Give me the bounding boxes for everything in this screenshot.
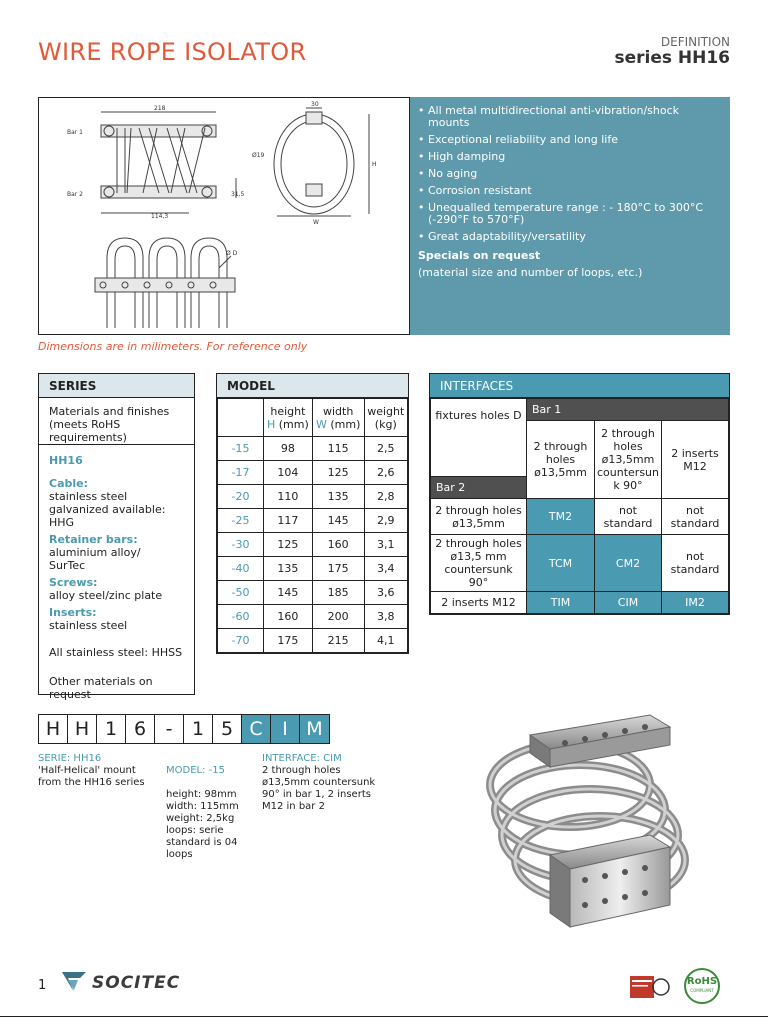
cell-weight: 4,1 [364, 629, 407, 653]
part-number-code [38, 714, 330, 744]
table-row [218, 629, 408, 653]
dim-30: 30 [311, 101, 319, 108]
code-char: I [271, 715, 300, 743]
fixtures-label: fixtures holes D [431, 399, 527, 477]
drawing-bar2-label: Bar 2 [67, 191, 83, 198]
interface-caption-title: INTERFACE: CIM [262, 753, 342, 764]
col-weight-label: weight [367, 404, 405, 418]
col-width [312, 399, 364, 437]
interface-caption-text: 2 through holes ø13,5mm countersunk 90° in bar 1, 2 inserts M12 in bar 2 [262, 765, 376, 812]
model-code: -60 [218, 605, 264, 629]
col-width-label: width [323, 404, 354, 418]
specials-text: (material size and number of loops, etc.) [418, 266, 643, 279]
code-char: 1 [184, 715, 213, 743]
screws-value: alloy steel/zinc plate [49, 589, 163, 602]
inserts-value: stainless steel [49, 619, 128, 632]
model-code: -30 [218, 533, 264, 557]
cell-height: 98 [264, 437, 313, 461]
table-row [218, 509, 408, 533]
code-cell: TCM [527, 535, 595, 592]
if-col2: 2 through holes ø13,5mm countersun k 90° [595, 421, 662, 499]
feature-item: • No aging [418, 168, 720, 180]
footer-divider [0, 1016, 768, 1017]
table-row [218, 437, 408, 461]
other-materials: Other materials on request [49, 675, 153, 701]
model-code: -15 [218, 437, 264, 461]
code-char: 5 [213, 715, 242, 743]
cell-width: 115 [312, 437, 364, 461]
series-code: HH16 [49, 454, 83, 467]
interfaces-table [430, 398, 729, 614]
rohs-sublabel: COMPLIANT [690, 988, 714, 993]
rohs-badge [683, 967, 721, 1005]
model-header: MODEL [217, 374, 408, 398]
model-code: -40 [218, 557, 264, 581]
cell-width: 185 [312, 581, 364, 605]
isolator-illustration [460, 705, 730, 945]
cable-value: stainless steel [49, 490, 128, 503]
feature-item: • All metal multidirectional anti-vibration/shock mounts [418, 105, 720, 129]
retainer-value: aluminium alloy/ [49, 546, 141, 559]
page-number: 1 [38, 978, 47, 993]
cell-weight: 2,9 [364, 509, 407, 533]
feature-item: • High damping [418, 151, 720, 163]
cell-weight: 2,6 [364, 461, 407, 485]
serie-caption [38, 753, 158, 789]
model-table-box [216, 373, 409, 654]
cell-height: 125 [264, 533, 313, 557]
cell-width: 135 [312, 485, 364, 509]
cable-label: Cable: [49, 477, 88, 490]
series-title: series HH16 [614, 48, 730, 68]
cell-weight: 3,8 [364, 605, 407, 629]
row-label: 2 through holes ø13,5 mm countersunk 90° [431, 535, 527, 592]
feature-item: • Unequalled temperature range : - 180°C to 300°C (-290°F to 570°F) [418, 202, 720, 226]
cell-height: 145 [264, 581, 313, 605]
col-width-unit: (mm) [326, 417, 361, 431]
model-caption-title: MODEL: -15 [166, 765, 225, 776]
code-char: 6 [126, 715, 155, 743]
col-width-symbol: W [315, 417, 327, 431]
col-height [264, 399, 313, 437]
dim-31-5: 31,5 [231, 191, 245, 198]
table-row [218, 581, 408, 605]
socitec-logo-icon [60, 968, 88, 998]
code-char: H [39, 715, 68, 743]
cell-weight: 3,6 [364, 581, 407, 605]
cell-height: 135 [264, 557, 313, 581]
model-caption-text: height: 98mm width: 115mm weight: 2,5kg loops: serie standard is 04 loops [166, 789, 239, 860]
interfaces-table-box [429, 373, 730, 615]
cell-weight: 3,1 [364, 533, 407, 557]
model-code: -70 [218, 629, 264, 653]
dim-d: Ø D [226, 250, 238, 257]
model-code: -17 [218, 461, 264, 485]
table-row [218, 485, 408, 509]
series-box [38, 373, 195, 701]
col-weight [364, 399, 407, 437]
cell-weight: 3,4 [364, 557, 407, 581]
product-photo [460, 705, 730, 945]
feature-item: • Corrosion resistant [418, 185, 720, 197]
certification-icon [630, 970, 670, 1002]
table-row [431, 399, 729, 421]
serie-caption-text: 'Half-Helical' mount from the HH16 series [38, 765, 145, 788]
table-row [431, 499, 729, 535]
cell-width: 200 [312, 605, 364, 629]
code-cell: IM2 [662, 592, 729, 614]
section-label: DEFINITION [660, 35, 730, 49]
col-weight-unit: (kg) [374, 417, 397, 431]
series-header: SERIES [39, 374, 194, 398]
materials-heading: Materials and finishes (meets RoHS requirements) [39, 398, 194, 445]
drawing-svg [39, 98, 409, 334]
cell-width: 125 [312, 461, 364, 485]
page-title: WIRE ROPE ISOLATOR [38, 38, 307, 66]
model-code: -20 [218, 485, 264, 509]
code-cell: TM2 [527, 499, 595, 535]
cell-width: 175 [312, 557, 364, 581]
cell-height: 160 [264, 605, 313, 629]
all-stainless: All stainless steel: HHSS [49, 646, 183, 659]
code-cell: not standard [595, 499, 662, 535]
cell-height: 117 [264, 509, 313, 533]
bar1-header: Bar 1 [527, 399, 729, 421]
col-height-label: height [270, 404, 306, 418]
table-row [431, 592, 729, 614]
code-cell: TIM [527, 592, 595, 614]
specials-title: Specials on request [418, 249, 541, 262]
cell-height: 104 [264, 461, 313, 485]
table-row [218, 557, 408, 581]
dim-h: H [372, 161, 377, 168]
feature-item: • Great adaptability/versatility [418, 231, 720, 243]
table-row [218, 461, 408, 485]
table-row [218, 605, 408, 629]
col-height-unit: (mm) [275, 417, 309, 431]
cell-width: 160 [312, 533, 364, 557]
model-code: -50 [218, 581, 264, 605]
code-char: M [300, 715, 329, 743]
dim-19: Ø19 [252, 152, 265, 159]
code-cell: not standard [662, 499, 729, 535]
table-row [218, 533, 408, 557]
dim-218: 218 [154, 105, 166, 112]
empty-cell [218, 399, 264, 437]
dimensions-note: Dimensions are in milimeters. For reference only [38, 340, 308, 353]
code-cell: CIM [595, 592, 662, 614]
drawing-bar1-label: Bar 1 [67, 129, 83, 136]
inserts-label: Inserts: [49, 606, 97, 619]
serie-caption-title: SERIE: HH16 [38, 753, 102, 764]
code-char: H [68, 715, 97, 743]
cell-height: 175 [264, 629, 313, 653]
bureau-veritas-logo [630, 970, 670, 1002]
screws-label: Screws: [49, 576, 98, 589]
technical-drawing [38, 97, 410, 335]
if-col1: 2 through holes ø13,5mm [527, 421, 595, 499]
code-cell: not standard [662, 535, 729, 592]
feature-item: • Exceptional reliability and long life [418, 134, 720, 146]
brand-name: SOCITEC [92, 973, 181, 993]
code-char: - [155, 715, 184, 743]
model-table [217, 398, 408, 653]
model-code: -25 [218, 509, 264, 533]
cell-width: 215 [312, 629, 364, 653]
row-label: 2 through holes ø13,5mm [431, 499, 527, 535]
table-header-row [218, 399, 408, 437]
dim-114-3: 114,3 [151, 213, 169, 220]
socitec-logo [60, 968, 180, 998]
code-char: C [242, 715, 271, 743]
feature-panel [410, 97, 730, 335]
rohs-label: RoHS [686, 976, 718, 987]
model-caption [166, 753, 262, 873]
table-row [431, 535, 729, 592]
interface-caption [262, 753, 384, 813]
col-height-symbol: H [266, 417, 276, 431]
cell-weight: 2,5 [364, 437, 407, 461]
cell-weight: 2,8 [364, 485, 407, 509]
retainer-value-2: SurTec [49, 559, 86, 572]
dim-w: W [313, 219, 319, 226]
cell-height: 110 [264, 485, 313, 509]
interfaces-header: INTERFACES [430, 374, 729, 398]
cell-width: 145 [312, 509, 364, 533]
bar2-header: Bar 2 [431, 477, 527, 499]
cable-value-2: galvanized available: HHG [49, 503, 166, 529]
code-char: 1 [97, 715, 126, 743]
row-label: 2 inserts M12 [431, 592, 527, 614]
retainer-label: Retainer bars: [49, 533, 138, 546]
feature-list [418, 105, 720, 243]
code-cell: CM2 [595, 535, 662, 592]
if-col3: 2 inserts M12 [662, 421, 729, 499]
